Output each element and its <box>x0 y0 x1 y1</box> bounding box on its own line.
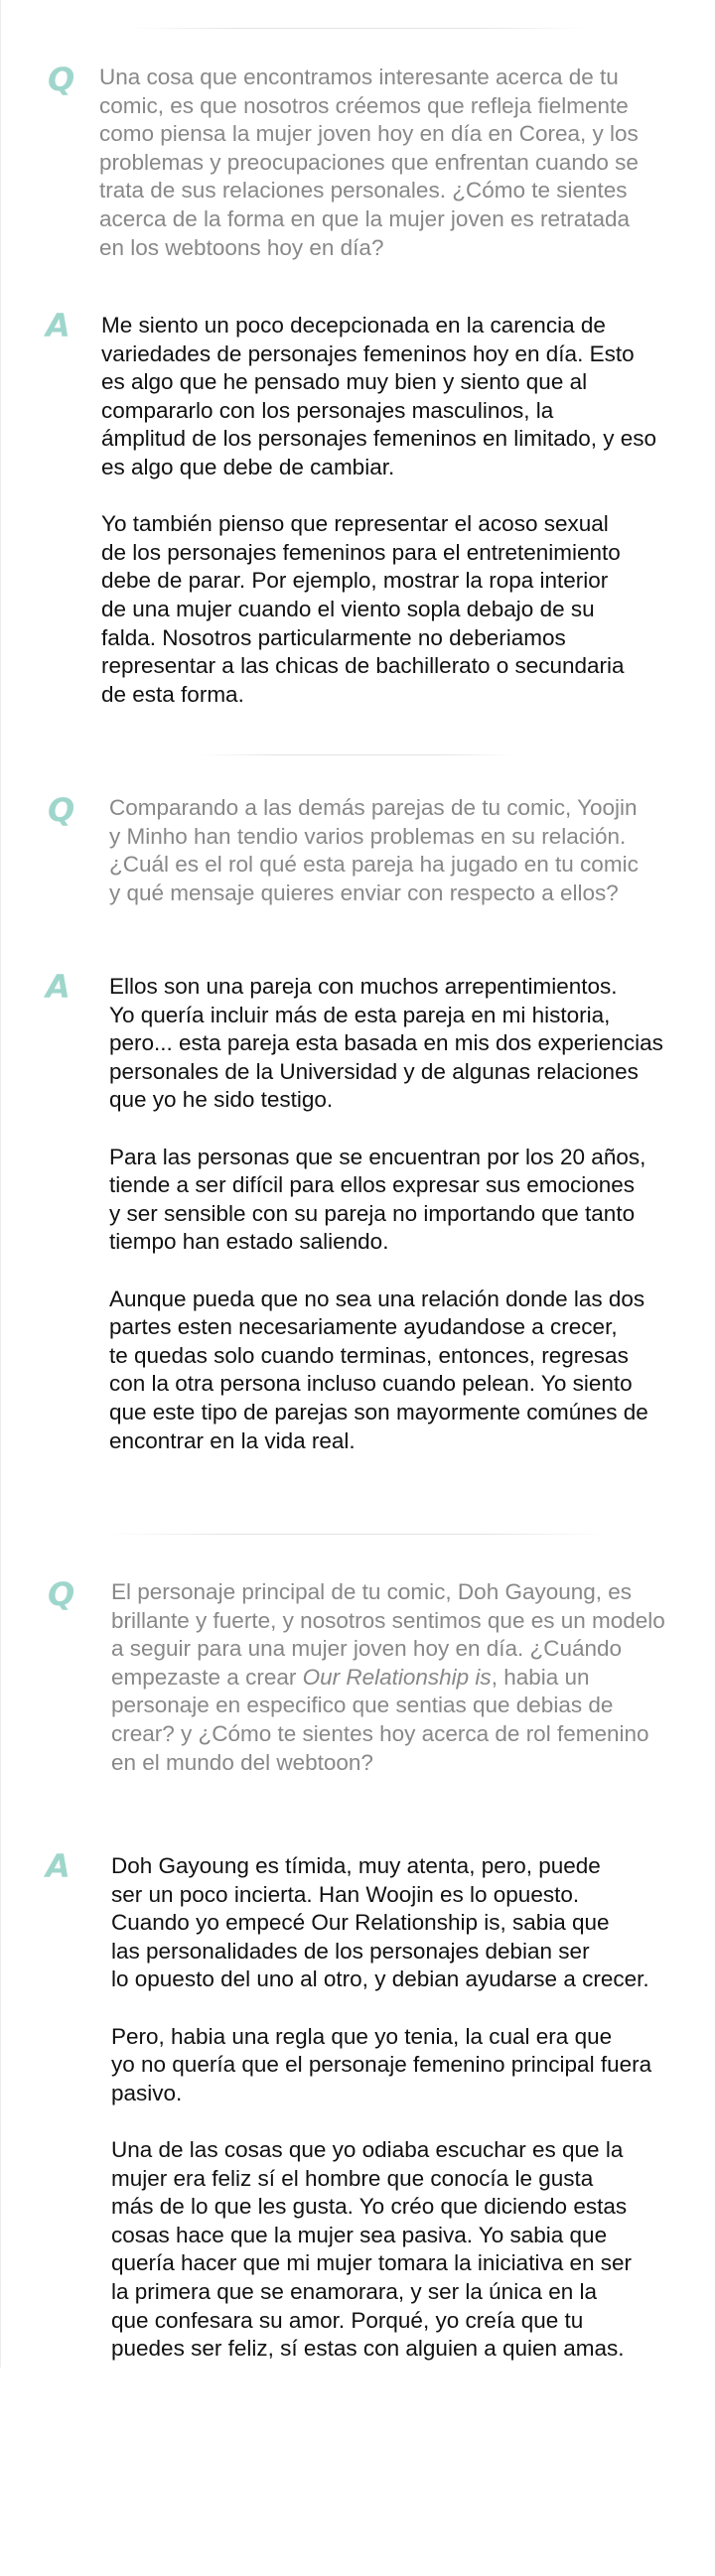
answer-line: pasivo. <box>111 2080 183 2105</box>
answer-line: falda. Nosotros particularmente no deberiamos <box>101 624 566 650</box>
question-text <box>99 64 639 262</box>
question-line: y Minho han tendio varios problemas en su relación. <box>109 823 627 849</box>
question-line: en el mundo del webtoon? <box>111 1749 373 1775</box>
answer-line: tiende a ser difícil para ellos expresar sus emociones <box>109 1172 636 1198</box>
separator-top <box>129 28 586 29</box>
answer-line: variedades de personajes femeninos hoy en día. Esto <box>101 340 635 366</box>
answer-paragraph <box>111 2023 651 2108</box>
comic-title: Our Relationship is <box>302 1664 492 1690</box>
answer-marker: A <box>46 968 71 1006</box>
answer-text <box>109 973 663 1455</box>
question-line: personaje en especifico que sentias que debias de <box>111 1693 614 1718</box>
answer-line: la primera que se enamorara, y ser la única en la <box>111 2278 598 2304</box>
answer-paragraph <box>109 973 663 1115</box>
answer-line: Me siento un poco decepcionada en la carencia de <box>101 313 606 338</box>
separator <box>199 754 516 755</box>
answer-line: y ser sensible con su pareja no importando que tanto <box>109 1200 636 1226</box>
answer-line: que este tipo de parejas son mayormente comúnes de <box>109 1399 648 1424</box>
answer-line: lo opuesto del uno al otro, y debian ayudarse a crecer. <box>111 1966 649 1992</box>
answer-line: de esta forma. <box>101 681 244 707</box>
answer-line: de los personajes femeninos para el entretenimiento <box>101 539 621 565</box>
question-line: brillante y fuerte, y nosotros sentimos que es un modelo <box>111 1607 665 1633</box>
answer-paragraph <box>111 1852 651 1994</box>
question-line-part: , habia un <box>491 1664 590 1690</box>
answer-line: encontrar en la vida real. <box>109 1427 356 1453</box>
answer-line: ámplitud de los personajes femeninos en limitado, y eso <box>101 426 657 452</box>
answer-line: con la otra persona incluso cuando pelean. Yo siento <box>109 1371 633 1397</box>
answer-paragraph <box>101 312 656 482</box>
answer-text <box>101 312 656 709</box>
question-line: El personaje principal de tu comic, Doh Gayoung, es <box>111 1579 633 1604</box>
question-line <box>111 1664 665 1693</box>
question-line: trata de sus relaciones personales. ¿Cómo te sientes <box>99 178 628 203</box>
left-edge-line <box>0 0 1 2368</box>
answer-line: te quedas solo cuando terminas, entonces, regresas <box>109 1342 629 1368</box>
answer-line: debe de parar. Por ejemplo, mostrar la ropa interior <box>101 568 609 594</box>
question-text <box>111 1578 665 1777</box>
answer-line: puedes ser feliz, sí estas con alguien a quien amas. <box>111 2336 625 2362</box>
answer-marker: A <box>46 307 71 344</box>
answer-line: quería hacer que mi mujer tomara la iniciativa en ser <box>111 2250 632 2276</box>
question-line: en los webtoons hoy en día? <box>99 234 384 260</box>
answer-line: personales de la Universidad y de algunas relaciones <box>109 1058 639 1084</box>
answer-paragraph <box>109 1286 663 1456</box>
question-line: como piensa la mujer joven hoy en día en Corea, y los <box>99 121 639 147</box>
question-text <box>109 794 639 907</box>
question-line: comic, es que nosotros créemos que refleja fielmente <box>99 92 629 118</box>
answer-line: las personalidades de los personajes debian ser <box>111 1938 590 1964</box>
answer-line: Ellos son una pareja con muchos arrepentimientos. <box>109 974 618 999</box>
answer-line: mujer era feliz sí el hombre que conocía le gusta <box>111 2165 594 2191</box>
question-line: crear? y ¿Cómo te sientes hoy acerca de rol femenino <box>111 1720 649 1746</box>
answer-line: yo no quería que el personaje femenino principal fuera <box>111 2052 652 2078</box>
answer-line: Aunque pueda que no sea una relación donde las dos <box>109 1286 645 1311</box>
question-line: a seguir para una mujer joven hoy en día. ¿Cuándo <box>111 1636 623 1662</box>
answer-line: Para las personas que se encuentran por los 20 años, <box>109 1144 646 1169</box>
answer-line: más de lo que les gusta. Yo créo que diciendo estas <box>111 2194 628 2220</box>
answer-line: de una mujer cuando el viento sopla debajo de su <box>101 596 595 621</box>
answer-line: Una de las cosas que yo odiaba escuchar es que la <box>111 2136 624 2162</box>
question-line: problemas y preocupaciones que enfrentan cuando se <box>99 149 639 175</box>
question-line: ¿Cuál es el rol qué esta pareja ha jugado en tu comic <box>109 852 639 878</box>
question-marker: Q <box>48 791 75 829</box>
question-marker: Q <box>48 61 75 98</box>
answer-line: que yo he sido testigo. <box>109 1087 334 1113</box>
question-line: acerca de la forma en que la mujer joven es retratada <box>99 205 631 231</box>
question-line: y qué mensaje quieres enviar con respecto a ellos? <box>109 880 619 905</box>
answer-line: Yo quería incluir más de esta pareja en mi historia, <box>109 1002 611 1027</box>
answer-line: representar a las chicas de bachillerato o secundaria <box>101 653 625 679</box>
answer-marker: A <box>46 1847 71 1885</box>
answer-line: Yo también pienso que representar el acoso sexual <box>101 511 609 537</box>
answer-line: pero... esta pareja esta basada en mis dos experiencias <box>109 1030 663 1056</box>
answer-paragraph <box>111 2136 651 2364</box>
answer-line: compararlo con los personajes masculinos, la <box>101 397 554 423</box>
answer-line: cosas hace que la mujer sea pasiva. Yo sabia que <box>111 2222 608 2247</box>
question-line: Comparando a las demás parejas de tu comic, Yoojin <box>109 795 638 820</box>
answer-line: que confesara su amor. Porqué, yo creía que tu <box>111 2307 584 2333</box>
answer-line: Doh Gayoung es tímida, muy atenta, pero, puede <box>111 1853 601 1878</box>
question-line: Una cosa que encontramos interesante acerca de tu <box>99 65 619 89</box>
question-marker: Q <box>48 1575 75 1613</box>
answer-line: Pero, habia una regla que yo tenia, la cual era que <box>111 2023 613 2049</box>
answer-line: partes esten necesariamente ayudandose a crecer, <box>109 1314 618 1340</box>
question-line-part: empezaste a crear <box>111 1664 303 1690</box>
answer-paragraph <box>109 1144 663 1257</box>
answer-line: Cuando yo empecé Our Relationship is, sabia que <box>111 1910 610 1936</box>
answer-line: es algo que he pensado muy bien y siento que al <box>101 369 588 395</box>
answer-line: tiempo han estado saliendo. <box>109 1229 389 1255</box>
answer-line: ser un poco incierta. Han Woojin es lo opuesto. <box>111 1881 580 1907</box>
answer-paragraph <box>101 510 656 709</box>
answer-line: es algo que debe de cambiar. <box>101 454 395 479</box>
answer-text <box>111 1852 651 2364</box>
separator <box>109 1534 606 1535</box>
